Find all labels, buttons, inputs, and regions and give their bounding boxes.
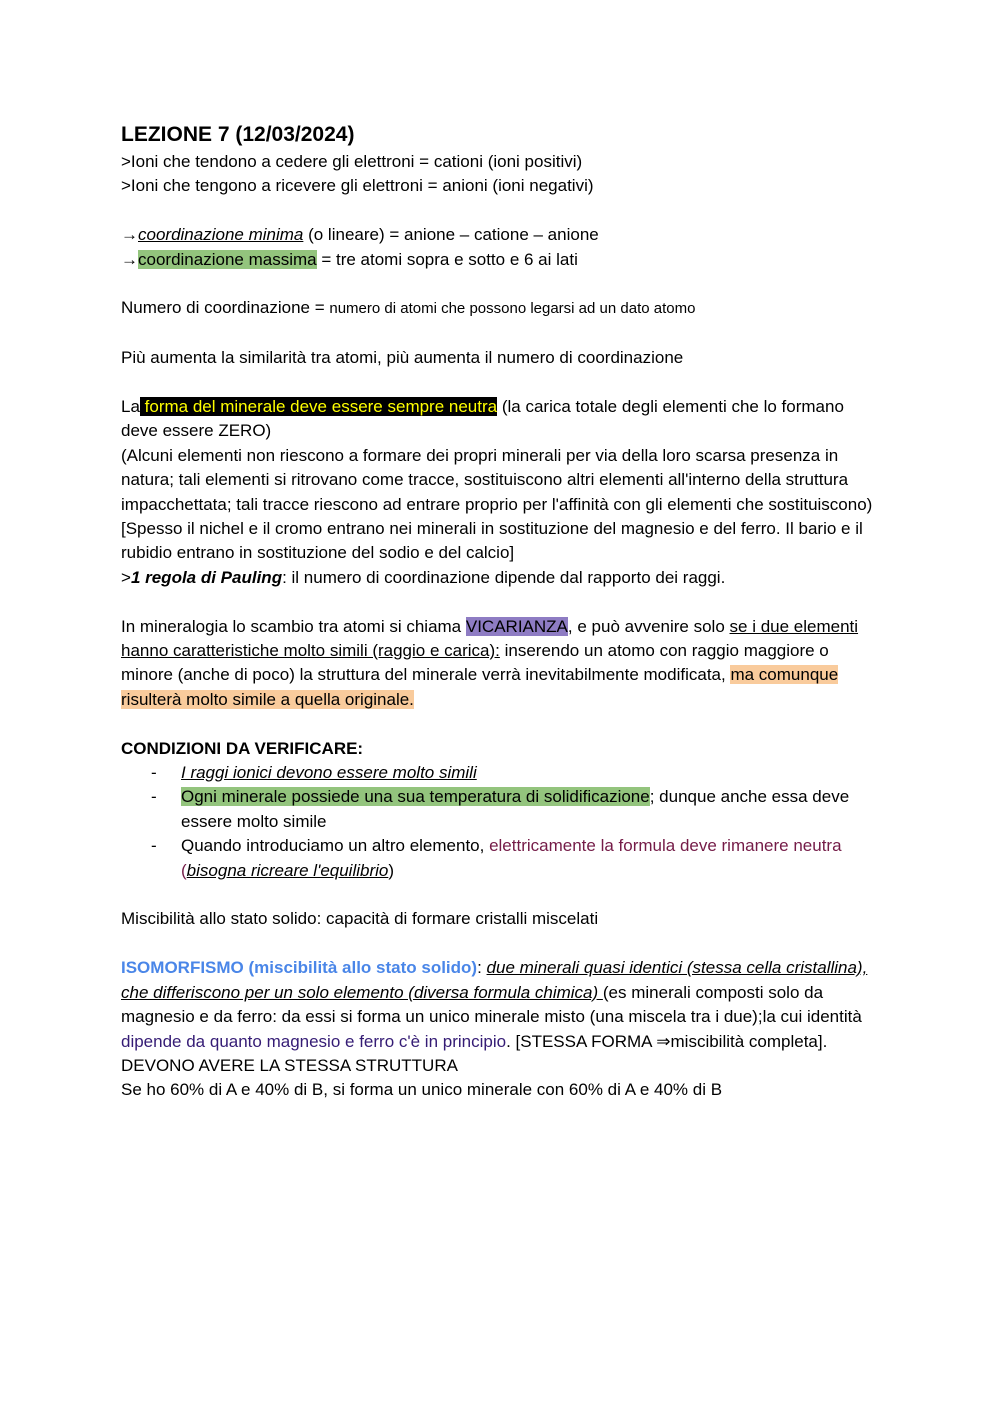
vicarianza-mid: , e può avvenire solo	[567, 616, 730, 636]
coordination-min-line	[121, 223, 881, 247]
list-item	[121, 761, 881, 785]
vicarianza-highlight: ma comunque risulterà molto simile a quella originale.	[121, 665, 839, 709]
forma-parenthetical: (Alcuni elementi non riescono a formare dei propri minerali per via della loro scarsa presenza in natura; tali elementi si ritrovano come tracce, sostituiscono altri elementi all'interno della struttura impacchettata; tali tracce riescono ad entrare proprio per l'affinità con gli elementi che sostituiscono)	[121, 445, 873, 514]
conditions-list	[121, 761, 881, 883]
pauling-prefix: >	[121, 567, 131, 587]
arrow-glyph: →	[121, 249, 138, 269]
document-page	[121, 120, 881, 1103]
coordination-number-line	[121, 296, 881, 321]
coordination-max-line	[121, 248, 881, 272]
list-item	[121, 785, 881, 834]
condition-neutral-close-paren: )	[388, 860, 395, 880]
condition-equilibrium: bisogna ricreare l'equilibrio	[186, 860, 389, 880]
vicarianza-rest: inserendo un atomo con raggio maggiore o minore (anche di poco) la struttura del minerale verrà inevitabilmente modificata,	[121, 641, 829, 685]
condition-temperature-highlight: Ogni minerale possiede una sua temperatura di solidificazione	[181, 787, 650, 807]
condition-temperature-text: ; dunque anche essa deve essere molto simile	[181, 787, 850, 831]
coordination-number-label: Numero di coordinazione =	[121, 298, 330, 318]
spacer	[121, 712, 881, 736]
miscibility-line: Miscibilità allo stato solido: capacità di formare cristalli miscelati	[121, 909, 599, 929]
isomorfismo-paragraph	[121, 956, 881, 1078]
condition-neutral-colored: elettricamente la formula deve rimanere neutra	[489, 836, 842, 856]
isomorfismo-example: (es minerali composti solo da magnesio e da ferro: da essi si forma un unico minerale misto (una miscela tra i due);la cui identità	[121, 982, 862, 1027]
forma-bracket-note: [Spesso il nichel e il cromo entrano nei minerali in sostituzione del magnesio e del ferro. Il bario e il rubidio entrano in sostituzione del sodio e del calcio]	[121, 519, 863, 563]
forma-highlight: forma del minerale deve essere sempre neutra	[139, 397, 498, 416]
coordination-max-term: coordinazione massima	[138, 249, 317, 269]
coordination-max-text: = tre atomi sopra e sotto e 6 ai lati	[316, 249, 578, 269]
vicarianza-paragraph	[121, 615, 881, 713]
pauling-text: : il numero di coordinazione dipende dal rapporto dei raggi.	[282, 567, 726, 587]
condition-neutral-open-paren: (	[181, 860, 187, 880]
intro-anions: >Ioni che tengono a ricevere gli elettroni = anioni (ioni negativi)	[121, 176, 594, 196]
intro-cations: >Ioni che tendono a cedere gli elettroni = cationi (ioni positivi)	[121, 152, 583, 171]
isomorfismo-colon: :	[477, 958, 487, 978]
isomorfismo-percentage-line: Se ho 60% di A e 40% di B, si forma un unico minerale con 60% di A e 40% di B	[121, 1080, 723, 1100]
dash-bullet: -	[151, 763, 157, 783]
arrow-glyph: →	[121, 225, 138, 245]
spacer	[121, 322, 881, 346]
condition-neutral-pre: Quando introduciamo un altro elemento,	[181, 836, 490, 856]
spacer	[121, 272, 881, 296]
pauling-term: 1 regola di Pauling	[130, 567, 283, 587]
spacer	[121, 883, 881, 907]
vicarianza-condition: se i due elementi hanno caratteristiche molto simili (raggio e carica):	[121, 616, 859, 661]
spacer	[121, 199, 881, 223]
coordination-min-text: (o lineare) = anione – catione – anione	[303, 225, 599, 245]
page-title: LEZIONE 7 (12/03/2024)	[121, 123, 355, 146]
conditions-heading: CONDIZIONI DA VERIFICARE:	[121, 738, 364, 758]
forma-pre: La	[121, 397, 140, 416]
spacer	[121, 932, 881, 956]
isomorfismo-term: ISOMORFISMO (miscibilità allo stato solido)	[121, 958, 478, 978]
spacer	[121, 590, 881, 614]
isomorfismo-tail: . [STESSA FORMA ⇒miscibilità completa]. DEVONO AVERE LA STESSA STRUTTURA	[121, 1031, 828, 1075]
vicarianza-term: VICARIANZA	[465, 616, 568, 636]
spacer	[121, 371, 881, 395]
coordination-number-definition: numero di atomi che possono legarsi ad un dato atomo	[329, 300, 696, 318]
vicarianza-pre: In mineralogia lo scambio tra atomi si chiama	[121, 616, 466, 636]
list-item	[121, 834, 881, 883]
forma-paragraph	[121, 395, 881, 444]
condition-ionic-radii: I raggi ionici devono essere molto simili	[181, 763, 477, 783]
similarity-line: Più aumenta la similarità tra atomi, più aumenta il numero di coordinazione	[121, 348, 684, 368]
dash-bullet: -	[151, 787, 157, 807]
pauling-rule-line	[121, 566, 881, 590]
forma-post: (la carica totale degli elementi che lo formano deve essere ZERO)	[121, 397, 844, 441]
coordination-min-term: coordinazione minima	[138, 225, 304, 245]
dash-bullet: -	[151, 836, 157, 856]
isomorfismo-definition: due minerali quasi identici (stessa cella cristallina), che differiscono per un solo elemento (diversa formula chimica)	[121, 958, 868, 1002]
isomorfismo-identity: dipende da quanto magnesio e ferro c'è in principio	[121, 1031, 507, 1051]
